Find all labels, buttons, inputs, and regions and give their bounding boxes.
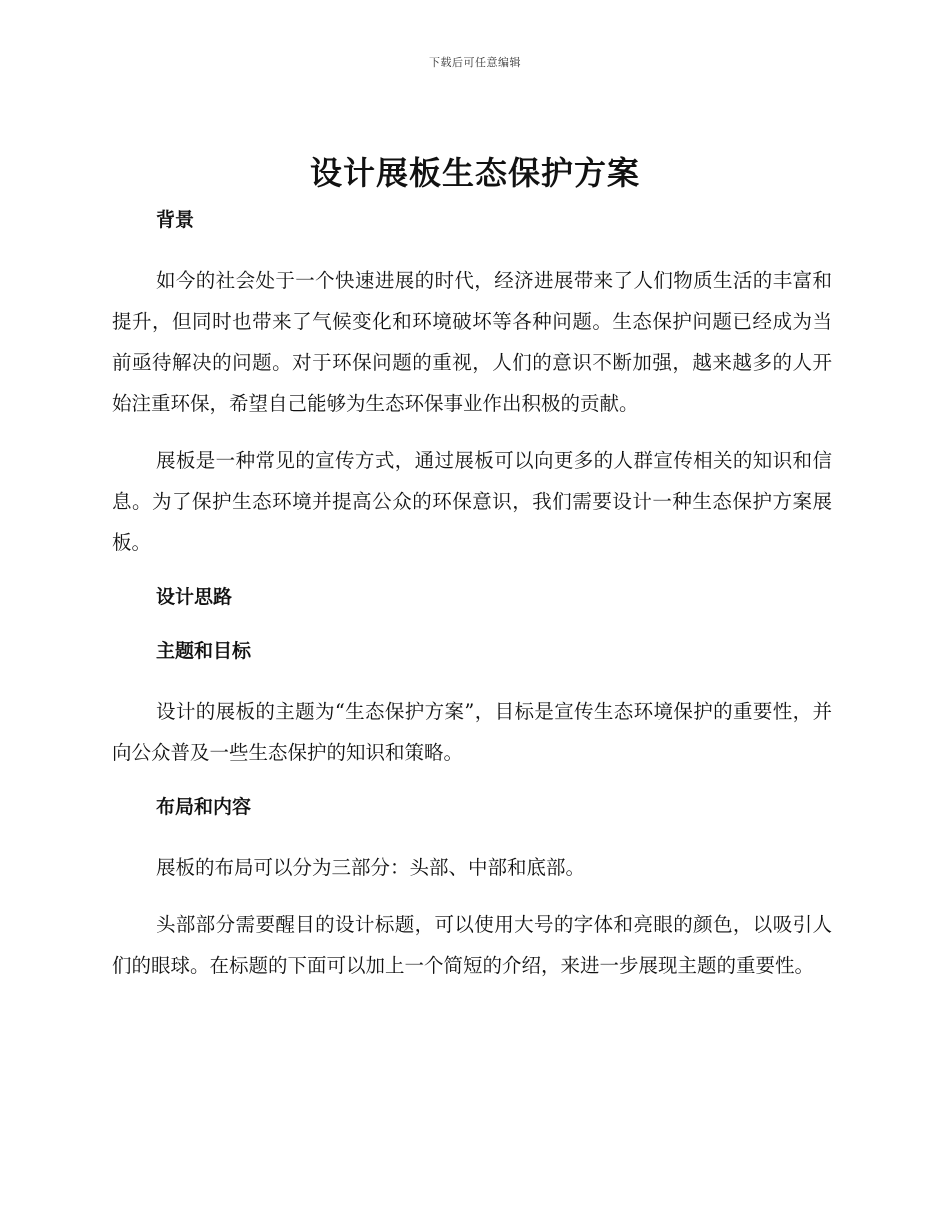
section-heading-theme: 主题和目标: [156, 640, 252, 662]
paragraph-theme-1: 设计的展板的主题为“生态保护方案”，目标是宣传生态环境保护的重要性，并向公众普及一些生态保护的知识和策略。: [112, 700, 832, 764]
document-title: 设计展板生态保护方案: [309, 154, 640, 192]
paragraph-layout-2: 头部部分需要醒目的设计标题，可以使用大号的字体和亮眼的颜色，以吸引人们的眼球。在标题的下面可以加上一个简短的介绍，来进一步展现主题的重要性。: [112, 913, 832, 977]
paragraph-layout-1: 展板的布局可以分为三部分：头部、中部和底部。: [156, 856, 586, 879]
paragraph-background-1: 如今的社会处于一个快速进展的时代，经济进展带来了人们物质生活的丰富和提升，但同时也带来了气候变化和环境破坏等各种问题。生态保护问题已经成为当前亟待解决的问题。对于环保问题的重视，人们的意识不断加强，越来越多的人开始注重环保，希望自己能够为生态环保事业作出积极的贡献。: [112, 269, 832, 415]
section-heading-layout: 布局和内容: [156, 796, 252, 818]
paragraph-background-2: 展板是一种常见的宣传方式，通过展板可以向更多的人群宣传相关的知识和信息。为了保护生态环境并提高公众的环保意识，我们需要设计一种生态保护方案展板。: [112, 449, 832, 554]
document-body: [112, 206, 832, 1002]
section-heading-design: 设计思路: [156, 586, 233, 608]
section-heading-background: 背景: [156, 209, 195, 231]
header-note: 下载后可任意编辑: [429, 56, 521, 69]
